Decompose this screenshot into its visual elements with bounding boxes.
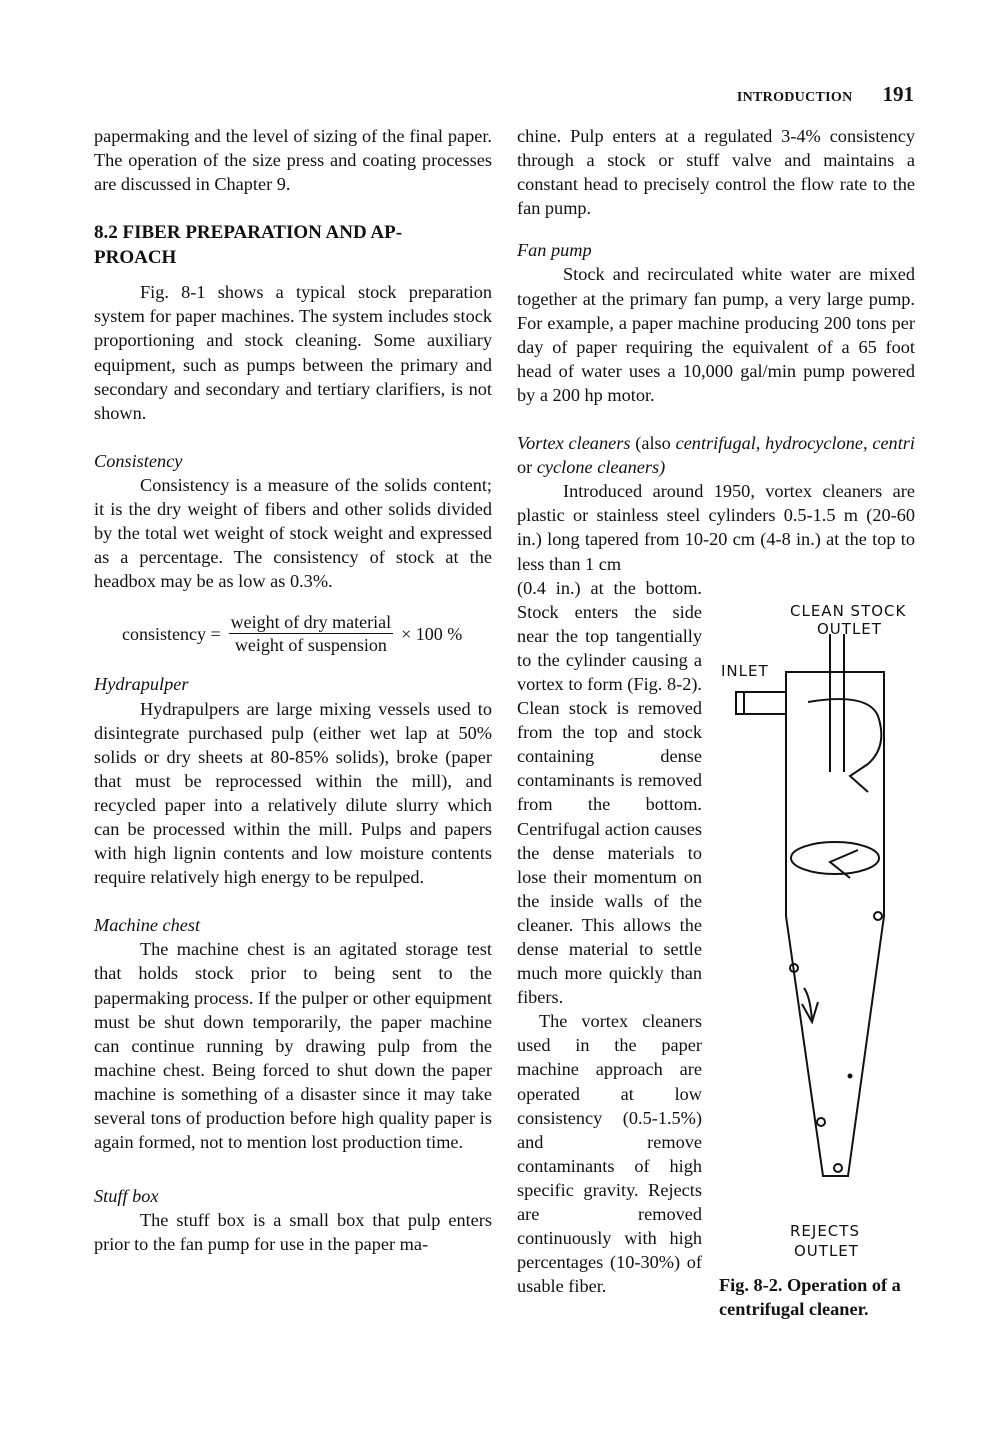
vortex-intro-paragraph: Introduced around 1950, vortex cleaners are plastic or stainless steel cylinders 0.5-1.5 m (20-60 in.) long tapered from 10-20 cm (4-8 in.) at the top to less than 1 cm — [517, 481, 915, 574]
cleaner-diagram — [718, 596, 916, 1260]
consistency-equation — [122, 611, 492, 656]
figure-caption: Fig. 8-2. Operation of a centrifugal cleaner. — [719, 1275, 901, 1319]
hydrapulper-paragraph: Hydrapulpers are large mixing vessels used to disintegrate purchased pulp (either wet lap at 50% solids or dry sheets at 80-85% solids), broke (paper that must be reprocessed within the mill), and recycled paper into a relatively dilute slurry which can be processed within the mill. Pulps and papers with high lignin contents and low moisture contents require relatively high energy to be repulped. — [94, 698, 492, 888]
equation-denominator: weight of suspension — [234, 635, 387, 656]
vortex-narrow-paragraph-2: The vortex cleaners used in the paper machine approach are operated at low consistency (0.5-1.5%) and remove contaminants of high specific gravity. Rejects are removed continuously with high percentages (10-30%) of usable fiber. — [517, 1011, 702, 1297]
vortex-narrow-paragraph: (0.4 in.) at the bottom. Stock enters the side near the top tangentially to the cylinder causing a vortex to form (Fig. 8-2). Clean stock is removed from the top and stock containing dense contaminants is removed from the bottom. Centrifugal action causes the dense materials to lose their momentum on the inside walls of the cleaner. This allows the dense material to settle much more quickly than fibers. — [517, 577, 702, 1008]
section-heading: 8.2 FIBER PREPARATION AND AP-PROACH — [94, 222, 403, 269]
fan-pump-paragraph: Stock and recirculated white water are mixed together at the primary fan pump, a very large pump. For example, a paper machine producing 200 tons per day of paper requiring the equivalent of a 65 foot head of water uses a 10,000 gal/min pump powered by a 200 hp motor. — [517, 264, 915, 405]
left-column — [94, 124, 492, 1256]
vortex-alt-name-last: cyclone cleaners) — [536, 457, 666, 478]
vortex-swirl-middle — [791, 842, 879, 874]
running-header — [737, 82, 914, 107]
particle — [834, 1164, 842, 1172]
swirl-arrowhead — [850, 764, 868, 792]
outlet-top-label: OUTLET — [817, 620, 882, 638]
inlet-label: INLET — [721, 662, 769, 680]
fan-pump-heading: Fan pump — [517, 240, 592, 261]
consistency-heading: Consistency — [94, 450, 183, 471]
intro-paragraph: papermaking and the level of sizing of the final paper. The operation of the size press and coating processes are discussed in Chapter 9. — [94, 126, 492, 195]
equation-fraction — [229, 611, 393, 656]
equation-rhs: × 100 % — [401, 623, 463, 644]
centrifugal-cleaner-figure — [718, 596, 916, 1260]
equation-lhs: consistency = — [122, 623, 221, 644]
page-number: 191 — [882, 82, 914, 106]
stuff-box-paragraph: The stuff box is a small box that pulp enters prior to the fan pump for use in the paper ma- — [94, 1210, 492, 1255]
hydrapulper-heading: Hydrapulper — [94, 674, 189, 695]
stuff-box-heading: Stuff box — [94, 1186, 159, 1207]
consistency-paragraph: Consistency is a measure of the solids content; it is the dry weight of fibers and other solids divided by the total wet weight of stock weight and expressed as a percentage. The consistency of stock at the headbox may be as low as 0.3%. — [94, 474, 492, 592]
vortex-alt-names: centrifugal, hydrocyclone, centri — [675, 433, 915, 454]
particle — [874, 912, 882, 920]
machine-chest-heading: Machine chest — [94, 915, 201, 936]
vortex-title-joiner: (also — [630, 433, 676, 454]
section-title: INTRODUCTION — [736, 90, 853, 105]
particle — [817, 1118, 825, 1126]
outlet-bottom-label: OUTLET — [794, 1242, 859, 1260]
machine-chest-paragraph: The machine chest is an agitated storage test that holds stock prior to being sent to the papermaking process. If the pulper or other equipment must be shut down temporarily, the paper machine can continue running by drawing pulp from the machine chest. Being forced to shut down the paper machine is something of a disaster since it may take several tons of production before high quality paper is again formed, not to mention lost production time. — [94, 939, 492, 1153]
cleaner-body — [786, 672, 884, 1176]
stuff-box-continuation: chine. Pulp enters at a regulated 3-4% consistency through a stock or stuff valve and maintains a constant head to precisely control the flow rate to the fan pump. — [517, 126, 915, 219]
vortex-title-or: or — [517, 457, 537, 478]
vortex-heading — [517, 431, 915, 479]
particle — [849, 1075, 852, 1078]
fiber-prep-paragraph: Fig. 8-1 shows a typical stock preparation system for paper machines. The system includes stock proportioning and stock cleaning. Some auxiliary equipment, such as pumps between the primary and secondary and secondary and tertiary clarifiers, is not shown. — [94, 282, 492, 423]
rejects-label: REJECTS — [790, 1222, 860, 1240]
outlet-tube — [830, 634, 844, 772]
vortex-title: Vortex cleaners — [517, 433, 631, 454]
equation-numerator: weight of dry material — [230, 612, 392, 633]
clean-stock-label: CLEAN STOCK — [790, 602, 907, 620]
